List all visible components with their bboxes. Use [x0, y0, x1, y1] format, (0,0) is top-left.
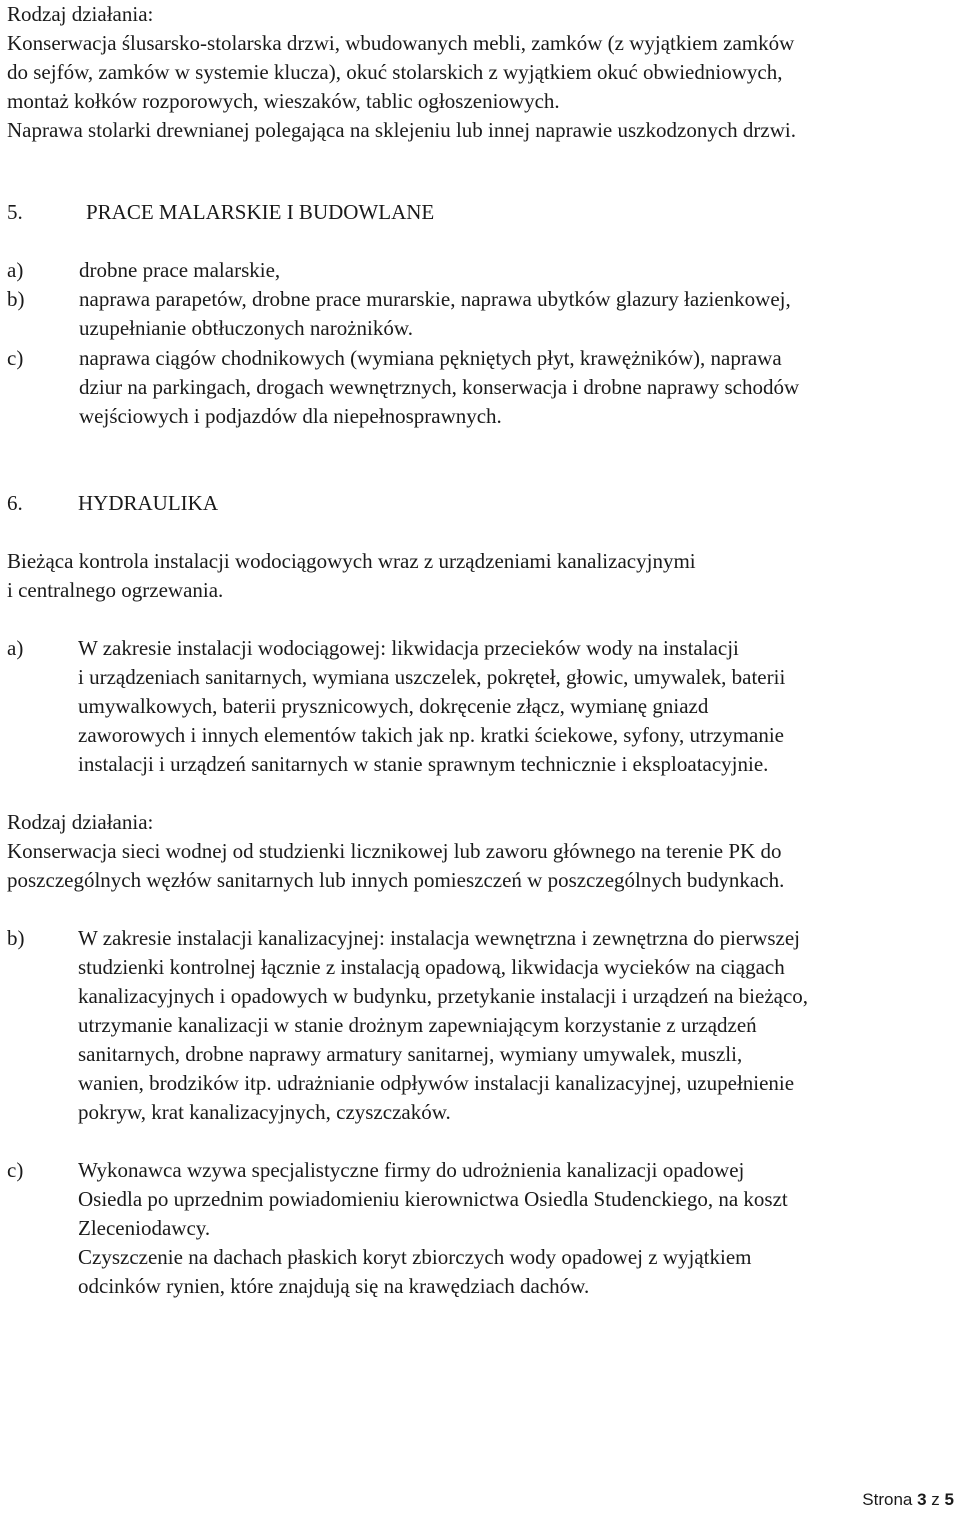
intro-block — [7, 0, 796, 145]
section-6-intro — [7, 547, 696, 605]
item-text: pokryw, krat kanalizacyjnych, czyszczaków. — [78, 1100, 451, 1124]
item-text: utrzymanie kanalizacji w stanie drożnym zapewniającym korzystanie z urządzeń — [78, 1013, 757, 1037]
section-6-heading — [7, 489, 218, 518]
page-total: 5 — [944, 1490, 954, 1509]
section-title: PRACE MALARSKIE I BUDOWLANE — [86, 200, 435, 224]
item-text: uzupełnianie obtłuczonych narożników. — [79, 316, 413, 340]
activity-heading: Rodzaj działania: — [7, 2, 154, 26]
item-label: c) — [7, 346, 24, 370]
item-text: sanitarnych, drobne naprawy armatury sanitarnej, wymiany umywalek, muszli, — [78, 1042, 743, 1066]
section-5-heading — [7, 198, 435, 227]
activity-heading: Rodzaj działania: — [7, 810, 154, 834]
page-prefix: Strona — [862, 1490, 913, 1509]
item-text: kanalizacyjnych i opadowych w budynku, przetykanie instalacji i urządzeń na bieżąco, — [78, 984, 809, 1008]
item-text: Zleceniodawcy. — [78, 1216, 211, 1240]
item-label: b) — [7, 926, 25, 950]
item-text: naprawa ciągów chodnikowych (wymiana pękniętych płyt, krawężników), naprawa — [79, 346, 782, 370]
item-text: wejściowych i podjazdów dla niepełnosprawnych. — [79, 404, 502, 428]
item-text: drobne prace malarskie, — [79, 258, 281, 282]
section-title: HYDRAULIKA — [78, 491, 218, 515]
page-current: 3 — [917, 1490, 927, 1509]
item-text: W zakresie instalacji wodociągowej: likwidacja przecieków wody na instalacji — [78, 636, 739, 660]
item-label: a) — [7, 258, 24, 282]
item-text: naprawa parapetów, drobne prace murarskie, naprawa ubytków glazury łazienkowej, — [79, 287, 791, 311]
item-text: instalacji i urządzeń sanitarnych w stanie sprawnym technicznie i eksploatacyjnie. — [78, 752, 769, 776]
activity-block — [7, 808, 784, 895]
item-text: wanien, brodzików itp. udrażnianie odpływów instalacji kanalizacyjnej, uzupełnienie — [78, 1071, 795, 1095]
item-label: a) — [7, 636, 24, 660]
section-number: 6. — [7, 491, 23, 515]
item-text: W zakresie instalacji kanalizacyjnej: instalacja wewnętrzna i zewnętrzna do pierwszej — [78, 926, 801, 950]
item-text: studzienki kontrolnej łącznie z instalacją opadową, likwidacja wycieków na ciągach — [78, 955, 785, 979]
item-text: umywalkowych, baterii prysznicowych, dokręcenie złącz, wymianę gniazd — [78, 694, 709, 718]
page-number — [862, 1490, 954, 1510]
intro-line: Naprawa stolarki drewnianej polegająca na sklejeniu lub innej naprawie uszkodzonych drzwi. — [7, 118, 796, 142]
item-text: odcinków rynien, które znajdują się na krawędziach dachów. — [78, 1274, 590, 1298]
intro-line: i centralnego ogrzewania. — [7, 578, 224, 602]
activity-line: Konserwacja sieci wodnej od studzienki licznikowej lub zaworu głównego na terenie PK do — [7, 839, 782, 863]
intro-line: do sejfów, zamków w systemie klucza), okuć stolarskich z wyjątkiem okuć obwiedniowych, — [7, 60, 783, 84]
activity-line: poszczególnych węzłów sanitarnych lub innych pomieszczeń w poszczególnych budynkach. — [7, 868, 785, 892]
section-number: 5. — [7, 200, 23, 224]
item-text: dziur na parkingach, drogach wewnętrznych, konserwacja i drobne naprawy schodów — [79, 375, 800, 399]
item-text: zaworowych i innych elementów takich jak np. kratki ściekowe, syfony, utrzymanie — [78, 723, 785, 747]
intro-line: Bieżąca kontrola instalacji wodociągowych wraz z urządzeniami kanalizacyjnymi — [7, 549, 696, 573]
page-separator: z — [931, 1490, 940, 1509]
intro-line: Konserwacja ślusarsko-stolarska drzwi, wbudowanych mebli, zamków (z wyjątkiem zamków — [7, 31, 795, 55]
item-label: b) — [7, 287, 25, 311]
item-text: Wykonawca wzywa specjalistyczne firmy do udrożnienia kanalizacji opadowej — [78, 1158, 745, 1182]
item-text: i urządzeniach sanitarnych, wymiana uszczelek, pokręteł, głowic, umywalek, baterii — [78, 665, 786, 689]
item-text: Osiedla po uprzednim powiadomieniu kierownictwa Osiedla Studenckiego, na koszt — [78, 1187, 788, 1211]
item-text: Czyszczenie na dachach płaskich koryt zbiorczych wody opadowej z wyjątkiem — [78, 1245, 752, 1269]
intro-line: montaż kołków rozporowych, wieszaków, tablic ogłoszeniowych. — [7, 89, 560, 113]
item-label: c) — [7, 1158, 24, 1182]
